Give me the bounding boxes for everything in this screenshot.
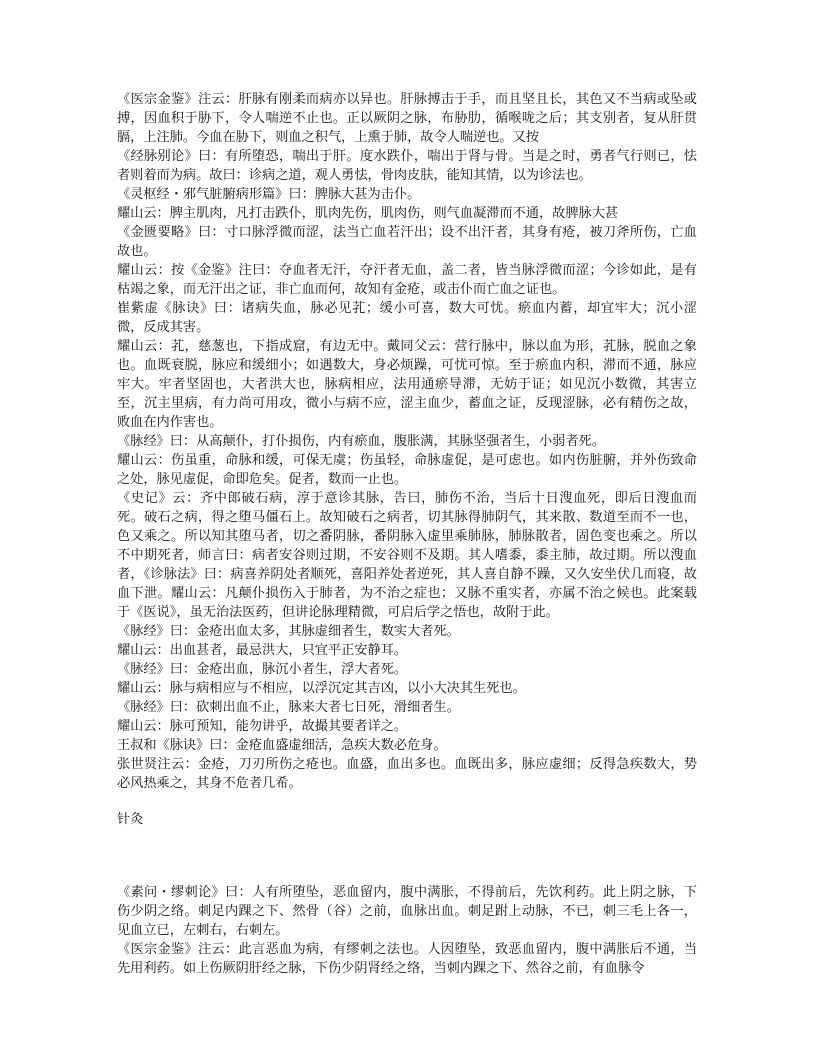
paragraph: 《脉经》曰：从高颠仆，打仆损伤，内有瘀血，腹胀满，其脉坚强者生，小弱者死。 [117, 434, 605, 449]
paragraph: 耀山云：脉与病相应与不相应，以浮沉定其吉凶，以小大决其生死也。 [117, 681, 526, 696]
paragraph: 《医宗金鉴》注云：此言恶血为病，有缪刺之法也。人因堕坠，致恶血留内，腹中满胀后不通，当先用利药。如上伤厥阴肝经之脉，下伤少阴肾经之络，当刺内踝之下、然谷之前，有血脉令 [117, 942, 697, 976]
section-heading-acupuncture: 针灸 [117, 812, 144, 827]
paragraph: 耀山云：伤虽重，命脉和缓，可保无虞；伤虽轻，命脉虚促，是可虑也。如内伤脏腑，并外伤致命之处，脉见虚促，命即危矣。促者，数而一止也。 [117, 453, 697, 487]
paragraph: 《医宗金鉴》注云：肝脉有刚柔而病亦以异也。肝脉搏击于手，而且坚且长，其色又不当病或坠或搏，因血积于胁下，令人喘逆不止也。正以厥阴之脉，布胁肋，循喉咙之后；其支别者，复从肝贯膈，上注肺。今血在胁下，则血之积气，上熏于肺，故令人喘逆也。又按 [117, 92, 697, 145]
paragraph: 《素问・缪刺论》曰：人有所堕坠，恶血留内，腹中满胀，不得前后，先饮利药。此上阴之脉，下伤少阴之络。刺足内踝之下、然骨（谷）之前，血脉出血。刺足跗上动脉，不已，刺三毛上各一，见血立已，左刺右，右刺左。 [117, 885, 697, 938]
text-section-acupuncture [117, 883, 697, 978]
paragraph: 耀山云：脉可预知，能勿讲乎，故撮其要者详之。 [117, 719, 408, 734]
paragraph: 《脉经》曰：金疮出血，脉沉小者生，浮大者死。 [117, 662, 408, 677]
paragraph: 崔紫虚《脉诀》曰：诸病失血，脉必见芤；缓小可喜，数大可忧。瘀血内蓄，却宜牢大；沉小涩微，反成其害。 [117, 301, 697, 335]
spacer [117, 829, 697, 883]
paragraph: 《史记》云：齐中郎破石病，淳于意诊其脉，告曰，肺伤不治，当后十日溲血死，即后日溲血而死。破石之病，得之堕马僵石上。故知破石之病者，切其脉得肺阴气，其来散、数道至而不一也，色又乘之。所以知其堕马者，切之番阴脉，番阴脉入虚里乘肺脉，肺脉散者，固色变也乘之。所以不中期死者，师言曰：病者安谷则过期，不安谷则不及期。其人嗜黍，黍主肺，故过期。所以溲血者，《诊脉法》曰：病喜养阴处者顺死，喜阳养处者逆死，其人喜自静不躁，又久安坐伏几而寝，故血下泄。耀山云：凡颠仆损伤入于肺者，为不治之症也；又脉不重实者，亦属不治之候也。此案载于《医说》，虽无治法医药，但讲论脉理精微，可启后学之悟也，故附于此。 [117, 491, 697, 620]
paragraph: 《灵枢经・邪气脏腑病形篇》曰：脾脉大甚为击仆。 [117, 187, 421, 202]
paragraph: 耀山云：按《金鉴》注曰：夺血者无汗，夺汗者无血，盖二者，皆当脉浮微而涩；今诊如此，是有枯竭之象，而无汗出之证，非亡血而何，故知有金疮，或击仆而亡血之证也。 [117, 263, 697, 297]
paragraph: 《脉经》曰：金疮出血太多，其脉虚细者生，数实大者死。 [117, 624, 460, 639]
document-page [117, 90, 697, 978]
paragraph: 《经脉别论》曰：有所堕恐，喘出于肝。度水跌仆，喘出于肾与骨。当是之时，勇者气行则已，怯者则着而为病。故曰：诊病之道，观人勇怯，骨肉皮肤，能知其情，以为诊法也。 [117, 149, 697, 183]
paragraph: 《脉经》曰：砍刺出血不止，脉来大者七日死，滑细者生。 [117, 700, 460, 715]
paragraph: 耀山云：出血甚者，最忌洪大，只宜平正安静耳。 [117, 643, 408, 658]
paragraph: 耀山云：脾主肌肉，凡打击跌仆，肌肉先伤，肌肉伤，则气血凝滞而不通，故脾脉大甚 [117, 206, 619, 221]
paragraph: 《金匮要略》曰：寸口脉浮微而涩，法当亡血若汗出；设不出汗者，其身有疮，被刀斧所伤，亡血故也。 [117, 225, 697, 259]
text-section-diagnosis [117, 90, 697, 793]
spacer [117, 793, 697, 810]
paragraph: 张世贤注云：金疮，刀刃所伤之疮也。血盛，血出多也。血既出多，脉应虚细；反得急疾数大，势必风热乘之，其身不危者几希。 [117, 757, 697, 791]
paragraph: 耀山云：芤，慈葱也，下指成窟，有边无中。戴同父云：营行脉中，脉以血为形，芤脉，脱血之象也。血既衰脱，脉应和缓细小；如遇数大，身必烦躁，可忧可惊。至于瘀血内积，滞而不通，脉应牢大。牢者坚固也，大者洪大也，脉病相应，法用通瘀导滞，无妨于证；如见沉小数微，其害立至，沉主里病，有力尚可用攻，微小与病不应，涩主血少，蓄血之证，反现涩脉，必有精伤之故，败血在内作害也。 [117, 339, 697, 430]
paragraph: 王叔和《脉诀》曰：金疮血盛虚细活，急疾大数必危身。 [117, 738, 447, 753]
